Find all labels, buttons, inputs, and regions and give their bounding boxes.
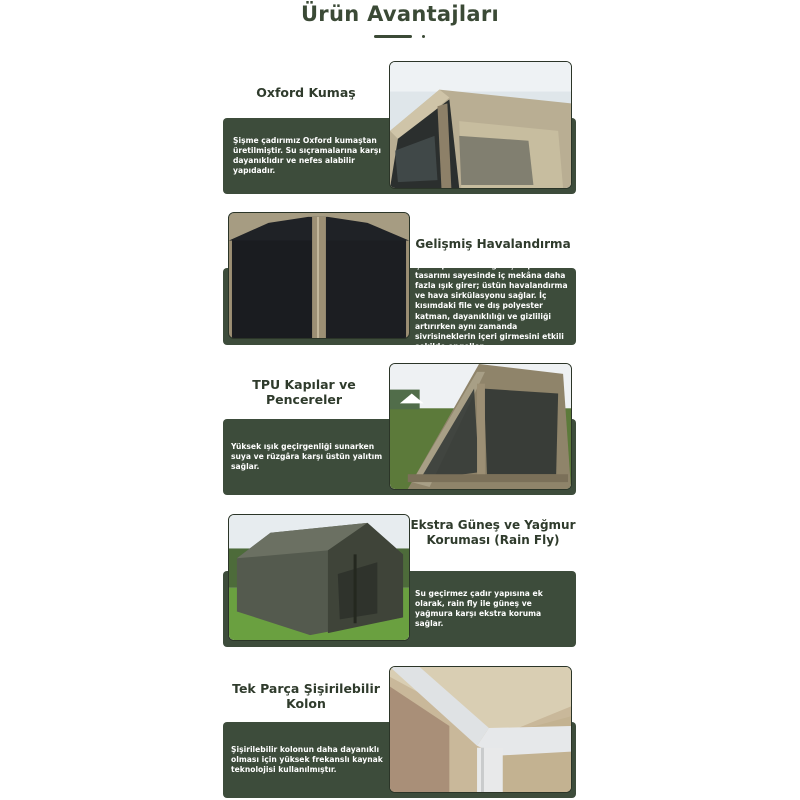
tent-roof-photo	[389, 61, 572, 189]
tent-rainfly-photo	[228, 514, 410, 641]
feature-title-tpu: TPU Kapılar ve Pencereler	[252, 377, 356, 407]
page-title: Ürün Avantajları	[300, 2, 500, 26]
feature-text-rainfly: Su geçirmez çadır yapısına ek olarak, rain fly ile güneş ve yağmura karşı ekstra koruma sağlar.	[415, 588, 543, 629]
tent-windows-photo	[389, 363, 572, 490]
feature-text-ventilation: Çoklu pencere ve geniş kapı tasarımı sayesinde iç mekâna daha fazla ışık girer; üstün havalandırma ve hava sirkülasyonu sağlar. İç kısımdaki file ve dış polyester katman, dayanıklılığı ve gizliliği artırırken aynı zamanda sivrisineklerin içeri girmesini etkili şekilde engeller.	[415, 260, 568, 352]
feature-title-oxford: Oxford Kumaş	[256, 85, 356, 100]
title-dot	[422, 35, 425, 38]
feature-text-oxford: Şişme çadırımız Oxford kumaştan üretilmiştir. Su sıçramalarına karşı dayanıklıdır ve nefes alabilir yapıdadır.	[233, 135, 381, 176]
feature-title-column: Tek Parça Şişirilebilir Kolon	[232, 681, 380, 711]
tent-interior-photo	[228, 212, 410, 339]
feature-title-ventilation: Gelişmiş Havalandırma	[415, 237, 571, 251]
feature-text-tpu: Yüksek ışık geçirgenliği sunarken suya ve rüzgâra karşı üstün yalıtım sağlar.	[231, 441, 383, 472]
inflatable-column-photo	[389, 666, 572, 793]
feature-text-column: Şişirilebilir kolonun daha dayanıklı olması için yüksek frekanslı kaynak teknolojisi kullanılmıştır.	[231, 744, 383, 775]
title-underline	[374, 35, 412, 38]
feature-title-rainfly: Ekstra Güneş ve Yağmur Koruması (Rain Fly)	[410, 518, 576, 547]
